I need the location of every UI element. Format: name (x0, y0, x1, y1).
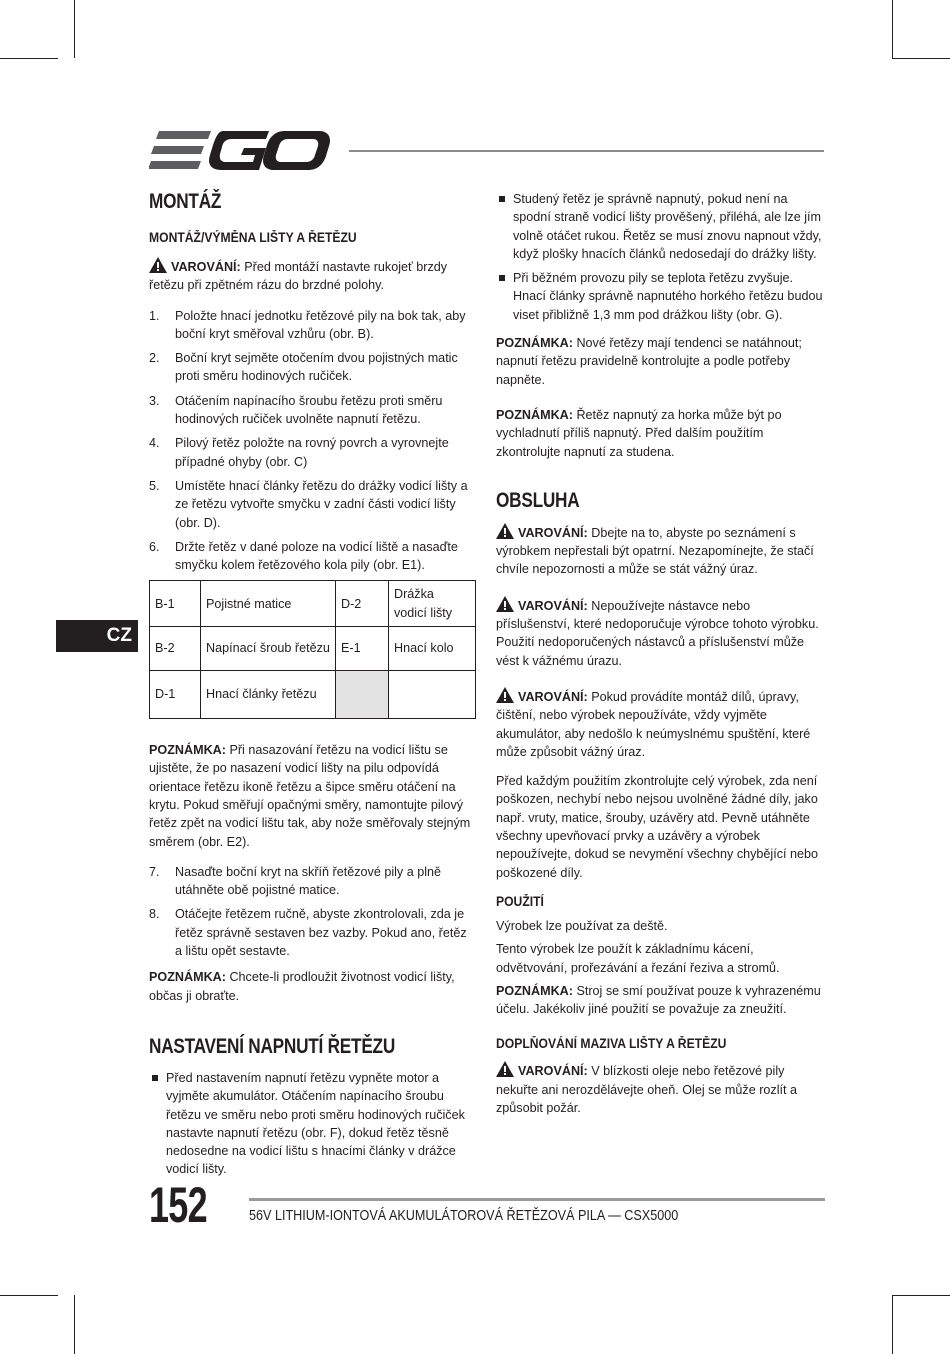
step-number: 3. (149, 393, 160, 408)
part-code: E-1 (336, 627, 389, 671)
bullet-icon (152, 1075, 158, 1081)
tension-bullets (149, 1069, 477, 1179)
part-name: Hnací kolo (389, 627, 476, 671)
parts-table (149, 580, 476, 719)
list-item (149, 349, 477, 386)
subsection-title-lubrication: DOPLŇOVÁNÍ MAZIVA LIŠTY A ŘETĚZU (496, 1036, 727, 1052)
footer-rule (249, 1198, 825, 1201)
crop-mark (74, 0, 75, 58)
crop-mark (892, 58, 950, 59)
step-text: Otáčejte řetězem ručně, abyste zkontrolovali, zda je řetěz správně sestaven bez vazby. Pokud ano, řetěz a lištu opět sestavte. (175, 907, 467, 959)
note-paragraph (496, 982, 824, 1019)
right-column (496, 190, 824, 1117)
list-item (149, 307, 477, 344)
warning-label: VAROVÁNÍ: (171, 260, 241, 274)
section-title-chain-tension: NASTAVENÍ NAPNUTÍ ŘETĚZU (149, 1034, 396, 1058)
tension-bullets-continued (496, 190, 824, 324)
note-label: POZNÁMKA: (496, 407, 573, 422)
part-name: Drážka vodicí lišty (389, 581, 476, 627)
list-item (149, 863, 477, 900)
note-paragraph (149, 968, 477, 1005)
warning-text: Nepoužívejte nástavce nebo příslušenství, které nedoporučuje výrobce tohoto výrobku. Použití nedoporučených nástavců a příslušenství může vést k vážnému úrazu. (496, 598, 819, 668)
section-title-assembly: MONTÁŽ (149, 190, 222, 213)
note-paragraph (496, 334, 824, 389)
step-text: Otáčením napínacího šroubu řetězu proti směru hodinových ručiček uvolněte napnutí řetězu. (175, 393, 443, 427)
use-paragraph: Tento výrobek lze použít k základnímu kácení, odvětvování, prořezávání a řezání řeziva a stromů. (496, 942, 780, 975)
warning-text: Dbejte na to, abyste po seznámení s výrobkem nepřestali být opatrní. Nezapomínejte, že stačí chvíle nepozornosti a může se stát vážný úraz. (496, 525, 814, 577)
table-row (150, 581, 476, 627)
step-text: Položte hnací jednotku řetězové pily na bok tak, aby boční kryt směřoval vzhůru (obr. B). (175, 308, 466, 341)
note-text: Při nasazování řetězu na vodicí lištu se ujistěte, že po nasazení vodicí lišty na pilu odpovídá orientace řetězu ikoně řetězu a šipce směru otáčení na krytu. Pokud směřují opačnými směry, namontujte pilový řetěz zpět na vodicí lištu tak, aby nože směřovaly stejným směrem (obr. E2). (149, 743, 471, 849)
note-label: POZNÁMKA: (149, 970, 226, 985)
note-text: Nové řetězy mají tendenci se natáhnout; napnutí řetězu pravidelně kontrolujte a podle potřeby napněte. (496, 336, 802, 387)
warning-icon (496, 1061, 514, 1077)
step-number: 7. (149, 864, 160, 879)
list-item (149, 538, 477, 575)
bullet-icon (499, 196, 505, 202)
step-number: 4. (149, 436, 160, 451)
step-text: Pilový řetěz položte na rovný povrch a vyrovnejte případné ohyby (obr. C) (175, 436, 449, 469)
warning-paragraph (149, 257, 477, 295)
warning-paragraph (496, 1061, 824, 1117)
list-item (149, 905, 477, 960)
part-code: D-2 (336, 581, 389, 627)
left-column (149, 190, 477, 1185)
part-code: D-1 (150, 671, 201, 719)
list-item (149, 392, 477, 429)
warning-paragraph (496, 596, 824, 670)
step-text: Boční kryt sejměte otočením dvou pojistných matic proti směru hodinových ručiček. (175, 351, 458, 384)
step-number: 1. (149, 308, 160, 323)
crop-mark (892, 1295, 950, 1296)
step-text: Umístěte hnací články řetězu do drážky vodicí lišty a ze řetězu vytvořte smyčku v zadní části vodicí lišty (obr. D). (175, 478, 468, 530)
crop-mark (0, 58, 58, 59)
warning-icon (149, 257, 167, 273)
bullet-text: Při běžném provozu pily se teplota řetězu zvyšuje. Hnací články správně napnutého horkého řetězu budou viset přibližně 1,3 mm pod drážkou lišty (obr. G). (513, 271, 823, 322)
step-number: 6. (149, 539, 160, 554)
note-text: Řetěz napnutý za horka může být po vychladnutí příliš napnutý. Před dalším použitím zkontrolujte napnutí za studena. (496, 407, 782, 459)
bullet-text: Před nastavením napnutí řetězu vypněte motor a vyjměte akumulátor. Otáčením napínacího šroubu řetězu ve směru nebo proti směru hodinových ručiček nastavte napnutí řetězu (obr. F), dokud řetěz těsně nedosedne na vodicí lištu s hnacími články v drážce vodicí lišty. (166, 1070, 465, 1177)
crop-mark (892, 1295, 893, 1354)
warning-icon (496, 687, 514, 703)
empty-cell (389, 671, 476, 719)
subsection-title-use: POUŽITÍ (496, 893, 544, 909)
use-paragraph: Výrobek lze používat za deště. (496, 918, 668, 933)
part-name: Pojistné matice (201, 581, 336, 627)
list-item (149, 434, 477, 471)
language-tab: CZ (56, 620, 138, 652)
note-label: POZNÁMKA: (149, 743, 226, 758)
header-rule (349, 150, 824, 152)
part-name: Hnací články řetězu (201, 671, 336, 719)
step-text: Držte řetěz v dané poloze na vodicí liště a nasaďte smyčku kolem řetězového kola pily (obr. E1). (175, 539, 458, 573)
note-text: Chcete-li prodloužit životnost vodicí lišty, občas ji obraťte. (149, 970, 455, 1003)
list-item (149, 1069, 477, 1179)
bullet-text: Studený řetěz je správně napnutý, pokud není na spodní straně vodicí lišty prověšený, přiléhá, ale lze jím volně otáčet rukou. Řetěz se musí znovu napnout vždy, když plošky hnacích článků nedosedají do drážky lišty. (513, 192, 822, 261)
list-item (496, 269, 824, 324)
step-number: 2. (149, 351, 160, 366)
part-code: B-1 (150, 581, 201, 627)
crop-mark (892, 0, 893, 58)
footer-product-line: 56V LITHIUM-IONTOVÁ AKUMULÁTOROVÁ ŘETĚZOVÁ PILA — CSX5000 (249, 1208, 679, 1224)
ego-logo (149, 128, 331, 174)
note-paragraph (149, 741, 477, 851)
subsection-title: MONTÁŽ/VÝMĚNA LIŠTY A ŘETĚZU (149, 230, 357, 245)
warning-text: V blízkosti oleje nebo řetězové pily nekuřte ani nerozdělávejte oheň. Olej se může rozlít a způsobit požár. (496, 1064, 798, 1115)
step-text: Nasaďte boční kryt na skříň řetězové pily a plně utáhněte obě pojistné matice. (175, 864, 442, 898)
assembly-steps-continued (149, 863, 477, 960)
warning-icon (496, 596, 514, 612)
assembly-steps (149, 307, 477, 575)
step-number: 5. (149, 478, 160, 493)
inspection-paragraph: Před každým použitím zkontrolujte celý výrobek, zda není poškozen, nechybí nebo nejsou uvolněné žádné díly, jako např. vruty, matice, šrouby, uzávěry atd. Pevně utáhněte všechny upevňovací prvky a uzávěry a výrobek nepoužívejte, dokud se nevymění všechny chybějící nebo poškozené díly. (496, 774, 819, 880)
crop-mark (0, 1295, 58, 1296)
warning-text: Před montáží nastavte rukojeť brzdy řetězu při zpětném rázu do brzdné polohy. (149, 260, 448, 293)
warning-paragraph (496, 687, 824, 761)
page-number: 152 (149, 1177, 207, 1233)
warning-paragraph (496, 523, 824, 579)
warning-icon (496, 523, 514, 539)
warning-label: VAROVÁNÍ: (518, 689, 588, 704)
crop-mark (74, 1295, 75, 1354)
warning-text: Pokud provádíte montáž dílů, úpravy, čištění, nebo výrobek nepoužíváte, vždy vyjměte akumulátor, aby nedošlo k neúmyslnému spuštění, které může způsobit vážný úraz. (496, 689, 811, 759)
warning-label: VAROVÁNÍ: (518, 1064, 588, 1079)
list-item (149, 477, 477, 532)
step-number: 8. (149, 907, 160, 922)
bullet-icon (499, 275, 505, 281)
part-name: Napínací šroub řetězu (201, 627, 336, 671)
section-title-operation: OBSLUHA (496, 488, 580, 512)
warning-label: VAROVÁNÍ: (518, 525, 588, 540)
note-label: POZNÁMKA: (496, 336, 573, 351)
list-item (496, 190, 824, 263)
note-paragraph (496, 406, 824, 461)
warning-label: VAROVÁNÍ: (518, 598, 588, 613)
table-row (150, 627, 476, 671)
note-text: Stroj se smí používat pouze k vyhrazenému účelu. Jakékoliv jiné použití se považuje za zneužití. (496, 983, 821, 1017)
part-code: B-2 (150, 627, 201, 671)
empty-cell (336, 671, 389, 719)
table-row (150, 671, 476, 719)
note-label: POZNÁMKA: (496, 983, 573, 998)
